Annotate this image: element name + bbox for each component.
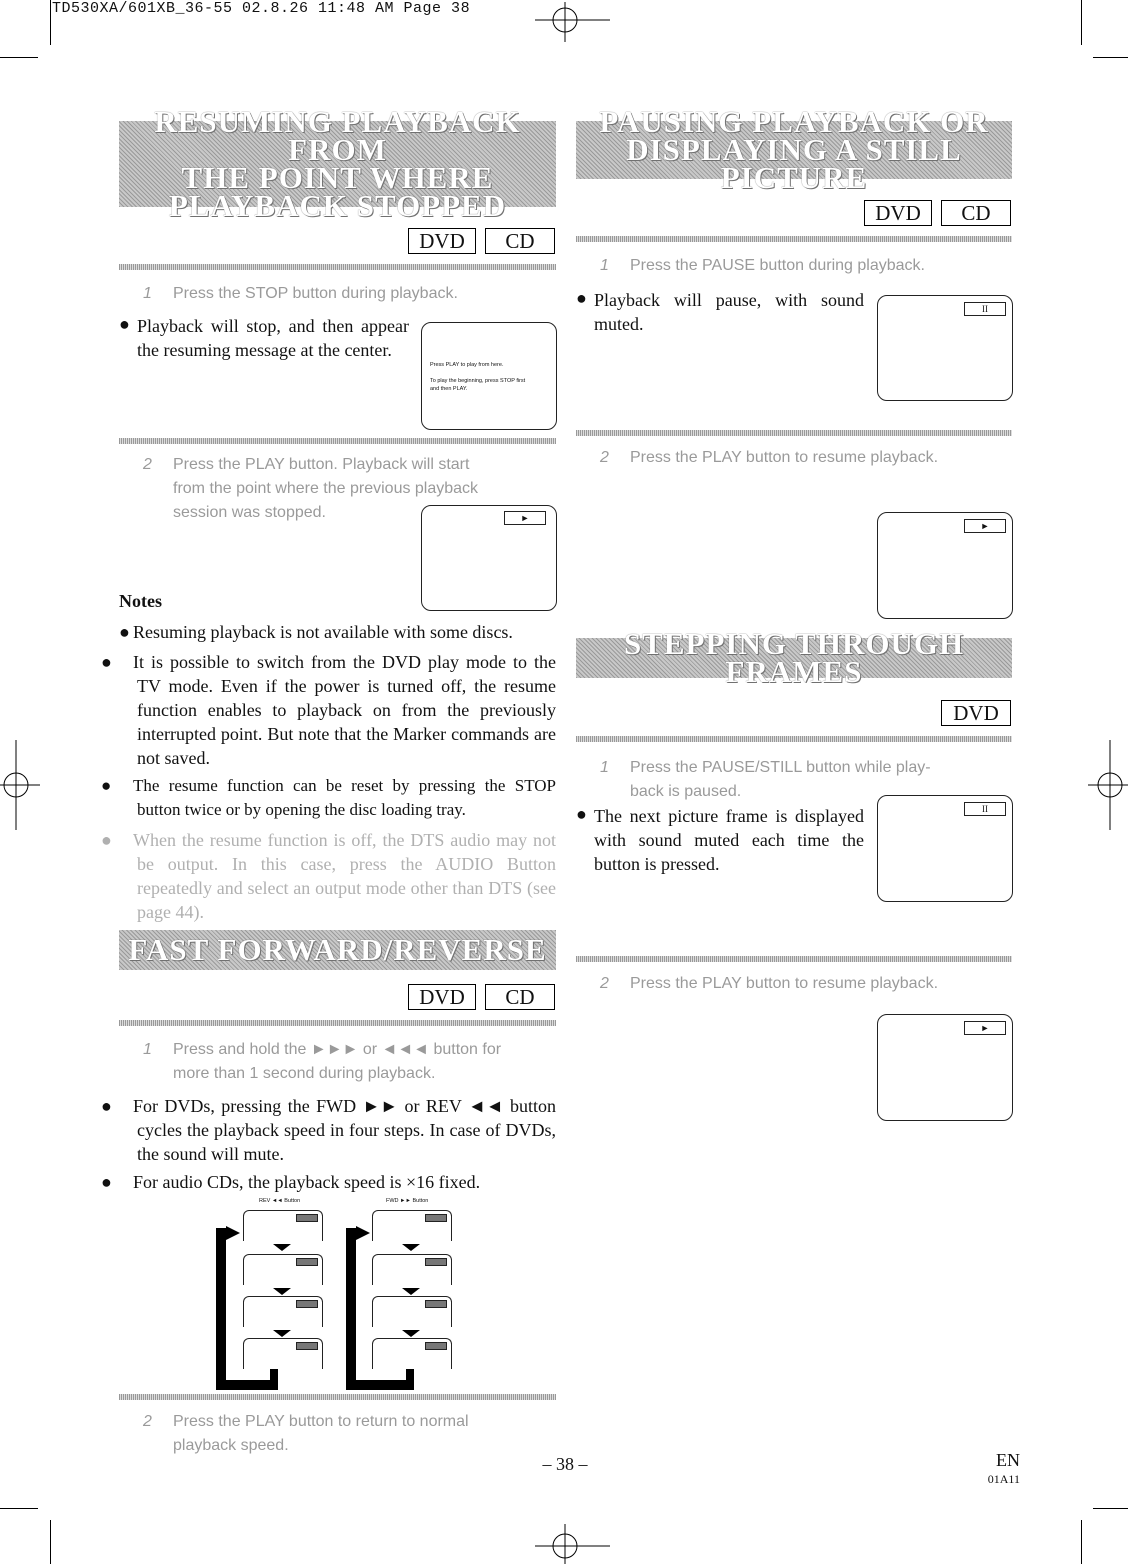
down-arrow-icon bbox=[402, 1330, 420, 1337]
language-code: EN bbox=[996, 1450, 1020, 1470]
pause-step-2 bbox=[600, 446, 1012, 470]
registration-mark-top bbox=[530, 2, 610, 42]
ffrev-bullet: ● For DVDs, pressing the FWD ►► or REV ◄◄ button cycles the playback speed in four steps. In case of DVDs, the sound will mute. bbox=[101, 1096, 556, 1164]
loop-bar-fwd bbox=[346, 1228, 356, 1390]
section-rule bbox=[576, 956, 1012, 962]
loop-bar-rev bbox=[216, 1380, 276, 1390]
speed-screen bbox=[243, 1338, 323, 1369]
step-text: more than 1 second during playback. bbox=[173, 1065, 436, 1082]
step-number: 1 bbox=[143, 1041, 152, 1058]
rev-button-label: REV ◄◄ Button bbox=[259, 1198, 301, 1204]
tv-screen-play bbox=[877, 1014, 1013, 1121]
section-rule bbox=[119, 1394, 556, 1400]
step-frames-step-2 bbox=[600, 972, 1012, 996]
crop-mark bbox=[1093, 1508, 1128, 1509]
cd-badge: CD bbox=[485, 984, 555, 1010]
step-frames-body: The next picture frame is displayed with sound muted each time the button is pressed. bbox=[594, 806, 864, 874]
down-arrow-icon bbox=[402, 1288, 420, 1295]
tv-screen-play bbox=[421, 505, 557, 611]
speed-screen bbox=[243, 1210, 323, 1241]
speed-screen bbox=[372, 1210, 452, 1241]
step-text: playback speed. bbox=[173, 1437, 289, 1454]
screen-message: To play the beginning, press STOP first bbox=[430, 378, 526, 384]
dvd-badge: DVD bbox=[408, 984, 476, 1010]
tv-screen-pause bbox=[877, 295, 1013, 401]
step-number: 1 bbox=[143, 285, 152, 302]
play-osd-icon: ► bbox=[964, 519, 1006, 533]
dvd-badge: DVD bbox=[408, 228, 476, 254]
step-text: Press the PLAY button to resume playback. bbox=[630, 449, 939, 466]
speed-screen bbox=[372, 1254, 452, 1285]
ffrev-step-2 bbox=[143, 1410, 556, 1458]
ffrev-step-1 bbox=[143, 1038, 556, 1086]
step-number: 2 bbox=[143, 1413, 152, 1430]
speed-screen bbox=[372, 1338, 452, 1369]
dvd-badge: DVD bbox=[864, 200, 932, 226]
cd-badge: CD bbox=[485, 228, 555, 254]
step-text: from the point where the previous playback bbox=[173, 480, 479, 497]
tv-screen-resume bbox=[421, 322, 557, 430]
resume-title-line: THE POINT WHERE bbox=[181, 160, 494, 195]
loop-arrow-icon bbox=[356, 1226, 370, 1240]
step-text: session was stopped. bbox=[173, 504, 326, 521]
note-item: ● The resume function can be reset by pressing the STOP button twice or by opening the disc loading tray. bbox=[101, 776, 556, 819]
step-frames-banner: STEPPING THROUGH FRAMES bbox=[576, 638, 1012, 678]
speed-screen bbox=[372, 1296, 452, 1327]
note-item: ● It is possible to switch from the DVD play mode to the TV mode. Even if the power is turned off, the resume function enables to playback on from the previously interrupted point. But note that the Marker commands are not saved. bbox=[101, 652, 556, 768]
page-number: – 38 – bbox=[542, 1454, 588, 1474]
section-rule bbox=[119, 438, 556, 444]
pause-osd-icon: II bbox=[964, 802, 1006, 816]
down-arrow-icon bbox=[273, 1288, 291, 1295]
step-number: 2 bbox=[143, 456, 152, 473]
pause-step-1 bbox=[600, 254, 1012, 278]
fwd-button-label: FWD ►► Button bbox=[386, 1198, 429, 1204]
crop-mark bbox=[1081, 0, 1082, 45]
crop-mark bbox=[50, 0, 51, 45]
step-text: Press the PAUSE button during playback. bbox=[630, 257, 925, 274]
crop-mark bbox=[0, 1508, 38, 1509]
resume-step-1 bbox=[143, 282, 553, 306]
crop-mark bbox=[50, 1520, 51, 1564]
play-osd-icon: ► bbox=[964, 1021, 1006, 1035]
section-rule bbox=[119, 1020, 556, 1026]
resume-title-line: RESUMING PLAYBACK FROM bbox=[154, 104, 521, 167]
down-arrow-icon bbox=[273, 1244, 291, 1251]
loop-bar-rev bbox=[216, 1228, 226, 1390]
notes-title: Notes bbox=[119, 591, 162, 611]
print-header: TD530XA/601XB_36-55 02.8.26 11:48 AM Page 38 bbox=[52, 0, 471, 17]
ffrev-bullet: ● For audio CDs, the playback speed is ×16 fixed. bbox=[101, 1172, 481, 1192]
pause-banner bbox=[576, 104, 1012, 195]
registration-mark-bottom bbox=[530, 1524, 610, 1564]
bullet-dot: ● bbox=[576, 288, 587, 308]
speed-screen bbox=[243, 1296, 323, 1327]
step-text: Press the STOP button during playback. bbox=[173, 285, 458, 302]
section-rule bbox=[576, 736, 1012, 742]
down-arrow-icon bbox=[273, 1330, 291, 1337]
note-item: ● Resuming playback is not available with some discs. bbox=[119, 622, 513, 642]
registration-mark-right bbox=[1088, 740, 1128, 830]
step-number: 1 bbox=[600, 257, 609, 274]
play-osd-icon: ► bbox=[504, 511, 546, 525]
step-text: Press the PLAY button to resume playback. bbox=[630, 975, 939, 992]
resume-title-line: PLAYBACK STOPPED bbox=[168, 188, 507, 223]
pause-title-line: DISPLAYING A STILL PICTURE bbox=[626, 132, 962, 195]
crop-mark bbox=[0, 57, 38, 58]
speed-screen bbox=[243, 1254, 323, 1285]
step-number: 2 bbox=[600, 449, 609, 466]
bullet-dot: ● bbox=[576, 804, 587, 824]
section-rule bbox=[576, 430, 1012, 436]
down-arrow-icon bbox=[402, 1244, 420, 1251]
section-rule bbox=[119, 264, 556, 270]
tv-screen-play bbox=[877, 512, 1013, 619]
ffrev-banner: FAST FORWARD/REVERSE bbox=[119, 930, 556, 970]
pause-title-line: PAUSING PLAYBACK OR bbox=[599, 104, 989, 139]
screen-message: and then PLAY. bbox=[430, 386, 468, 392]
step-number: 1 bbox=[600, 759, 609, 776]
registration-mark-left bbox=[0, 740, 40, 830]
step-text: back is paused. bbox=[630, 783, 742, 800]
resume-banner bbox=[119, 104, 556, 223]
step-number: 2 bbox=[600, 975, 609, 992]
resume-step-1-body: Playback will stop, and then appear the resuming message at the center. bbox=[137, 316, 409, 360]
section-rule bbox=[576, 236, 1012, 242]
step-text: Press the PLAY button to return to normal bbox=[173, 1413, 469, 1430]
note-item: ● When the resume function is off, the DTS audio may not be output. In this case, press the AUDIO Button repeatedly and select an output mode other than DTS (see page 44). bbox=[101, 830, 556, 922]
bullet-dot: ● bbox=[119, 314, 130, 334]
step-text: Press and hold the ►►► or ◄◄◄ button for bbox=[173, 1041, 502, 1058]
tv-screen-pause bbox=[877, 795, 1013, 902]
dvd-badge: DVD bbox=[941, 700, 1011, 726]
pause-step-1-body: Playback will pause, with sound muted. bbox=[594, 290, 864, 334]
loop-bar-fwd bbox=[346, 1380, 412, 1390]
step-text: Press the PLAY button. Playback will start bbox=[173, 456, 470, 473]
screen-message: Press PLAY to play from here. bbox=[430, 362, 504, 368]
loop-arrow-icon bbox=[226, 1226, 240, 1240]
pause-osd-icon: II bbox=[964, 302, 1006, 316]
cd-badge: CD bbox=[941, 200, 1011, 226]
model-code: 01A11 bbox=[987, 1472, 1020, 1486]
step-text: Press the PAUSE/STILL button while play- bbox=[630, 759, 931, 776]
crop-mark bbox=[1081, 1520, 1082, 1564]
crop-mark bbox=[1093, 57, 1128, 58]
